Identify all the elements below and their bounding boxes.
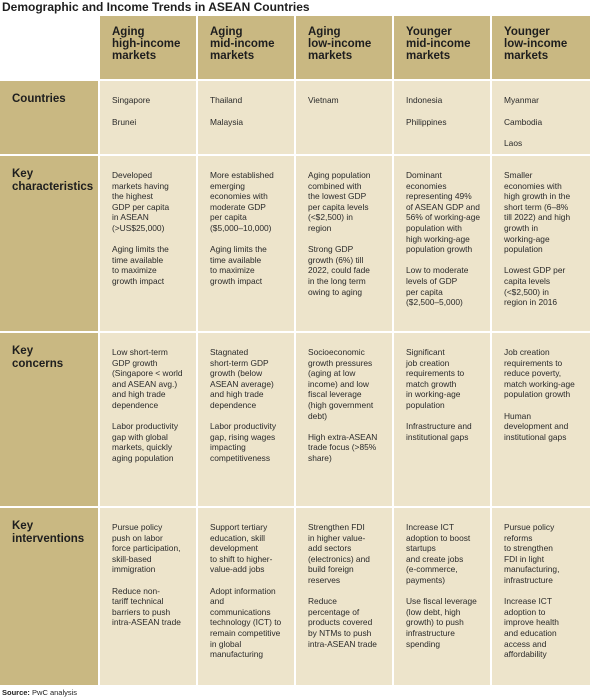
cell-paragraph: Pursue policy push on labor force participation, skill-based immigration: [112, 522, 181, 575]
table-cell: [492, 81, 590, 154]
row-label-key-concerns: [0, 333, 98, 506]
column-header-younger-low-income: [492, 16, 590, 79]
cell-paragraph: Strengthen FDI in higher value- add sectors (electronics) and build foreign reserves: [308, 522, 370, 585]
column-header-aging-mid-income: [198, 16, 294, 79]
row-label-key-interventions: [0, 508, 98, 685]
table-cell: [100, 333, 196, 506]
cell-paragraph: Adopt information and communications technology (ICT) to remain competitive in global manufacturing: [210, 585, 282, 660]
cell-paragraph: Use fiscal leverage (low debt, high growth) to push infrastructure spending: [406, 596, 477, 649]
cell-paragraph: Human development and institutional gaps: [504, 410, 569, 442]
country-name: Myanmar: [504, 95, 539, 105]
table-cell: [198, 81, 294, 154]
cell-paragraph: Infrastructure and institutional gaps: [406, 421, 472, 442]
country-name: Thailand: [210, 95, 243, 105]
cell-paragraph: Aging limits the time available to maximize growth impact: [112, 244, 169, 286]
column-header-label: Aging mid-income markets: [210, 26, 275, 62]
cell-paragraph: Increase ICT adoption to improve health and education access and affordability: [504, 596, 559, 660]
header-empty-cell: [0, 16, 98, 79]
country-name: Brunei: [112, 116, 137, 127]
country-name: Singapore: [112, 95, 151, 105]
cell-paragraph: Increase ICT adoption to boost startups and create jobs (e-commerce, payments): [406, 522, 471, 585]
cell-text: [112, 347, 196, 464]
country-name: Vietnam: [308, 95, 339, 105]
table-cell: [198, 156, 294, 331]
country-name: Laos: [504, 138, 523, 149]
country-name: Malaysia: [210, 116, 244, 127]
cell-text: [504, 95, 588, 149]
cell-paragraph: Low to moderate levels of GDP per capita ($2,500–5,000): [406, 265, 469, 308]
country-name: Philippines: [406, 116, 447, 127]
table-cell: [100, 156, 196, 331]
row-label-text: Countries: [12, 93, 66, 105]
cell-paragraph: Aging population combined with the lowest GDP per capita levels (<$2,500) in region: [308, 170, 371, 233]
source-label: Source:: [2, 688, 30, 697]
column-header-label: Younger low-income markets: [504, 26, 568, 62]
row-label-countries: [0, 81, 98, 154]
cell-text: [406, 95, 490, 127]
cell-text: [406, 347, 490, 442]
table-cell: [296, 508, 392, 685]
cell-text: [406, 522, 490, 649]
row-label-text: Key interventions: [12, 520, 85, 545]
table-cell: [394, 156, 490, 331]
page-title: Demographic and Income Trends in ASEAN Countries: [2, 0, 310, 14]
cell-text: [112, 522, 196, 628]
table-cell: [394, 333, 490, 506]
cell-text: [112, 170, 196, 287]
cell-paragraph: Pursue policy reforms to strengthen FDI in light manufacturing, infrastructure: [504, 522, 560, 585]
cell-paragraph: Job creation requirements to reduce poverty, match working-age population growth: [504, 347, 575, 400]
row-label-key-characteristics: [0, 156, 98, 331]
cell-text: [504, 347, 588, 442]
column-header-younger-mid-income: [394, 16, 490, 79]
cell-paragraph: High extra-ASEAN trade focus (>85% share): [308, 431, 378, 463]
row-label-text: Key concerns: [12, 345, 64, 370]
cell-text: [308, 170, 392, 297]
table-cell: [492, 508, 590, 685]
country-name: Indonesia: [406, 95, 443, 105]
country-name: Cambodia: [504, 116, 543, 127]
table-cell: [198, 333, 294, 506]
cell-paragraph: Stagnated short-term GDP growth (below ASEAN average) and high trade dependence: [210, 347, 274, 410]
table-cell: [492, 156, 590, 331]
cell-text: [308, 95, 392, 106]
cell-paragraph: Reduce non- tariff technical barriers to push intra-ASEAN trade: [112, 585, 181, 628]
table-cell: [100, 81, 196, 154]
cell-text: [112, 95, 196, 127]
source-note: [2, 688, 77, 697]
cell-text: [210, 347, 294, 464]
cell-paragraph: Support tertiary education, skill development to shift to higher- value-add jobs: [210, 522, 273, 575]
cell-paragraph: Strong GDP growth (6%) till 2022, could fade in the long term owing to aging: [308, 244, 370, 297]
table-cell: [296, 156, 392, 331]
table-cell: [296, 81, 392, 154]
cell-paragraph: Lowest GDP per capita levels (<$2,500) in region in 2016: [504, 265, 566, 308]
column-header-label: Younger mid-income markets: [406, 26, 471, 62]
table-cell: [296, 333, 392, 506]
cell-text: [308, 347, 392, 464]
cell-paragraph: Reduce percentage of products covered by NTMs to push intra-ASEAN trade: [308, 596, 377, 649]
cell-paragraph: Aging limits the time available to maximize growth impact: [210, 244, 267, 286]
cell-text: [210, 170, 294, 287]
table-cell: [394, 508, 490, 685]
table-cell: [198, 508, 294, 685]
cell-paragraph: More established emerging economies with moderate GDP per capita ($5,000–10,000): [210, 170, 274, 233]
cell-text: [210, 522, 294, 660]
cell-text: [504, 522, 588, 660]
cell-text: [406, 170, 490, 308]
cell-paragraph: Socioeconomic growth pressures (aging at low income) and low fiscal leverage (high government debt): [308, 347, 374, 421]
cell-paragraph: Low short-term GDP growth (Singapore < world and ASEAN avg.) and high trade dependence: [112, 347, 183, 410]
cell-paragraph: Dominant economies representing 49% of ASEAN GDP and 56% of working-age population with high working-age population growth: [406, 170, 481, 255]
table-cell: [394, 81, 490, 154]
column-header-label: Aging low-income markets: [308, 26, 372, 62]
cell-paragraph: Labor productivity gap, rising wages impacting competitiveness: [210, 421, 277, 463]
cell-text: [504, 170, 588, 308]
row-label-text: Key characteristics: [12, 168, 94, 193]
column-header-aging-low-income: [296, 16, 392, 79]
cell-text: [308, 522, 392, 649]
column-header-label: Aging high-income markets: [112, 26, 181, 62]
cell-text: [210, 95, 294, 127]
cell-paragraph: Significant job creation requirements to match growth in working-age population: [406, 347, 465, 410]
cell-paragraph: Labor productivity gap with global markets, quickly aging population: [112, 421, 179, 463]
cell-paragraph: Developed markets having the highest GDP per capita in ASEAN (>US$25,000): [112, 170, 170, 233]
cell-paragraph: Smaller economies with high growth in the short term (6–8% till 2022) and high growth in working-age population: [504, 170, 571, 255]
column-header-aging-high-income: [100, 16, 196, 79]
table-cell: [100, 508, 196, 685]
source-text: PwC analysis: [32, 688, 78, 697]
table-cell: [492, 333, 590, 506]
